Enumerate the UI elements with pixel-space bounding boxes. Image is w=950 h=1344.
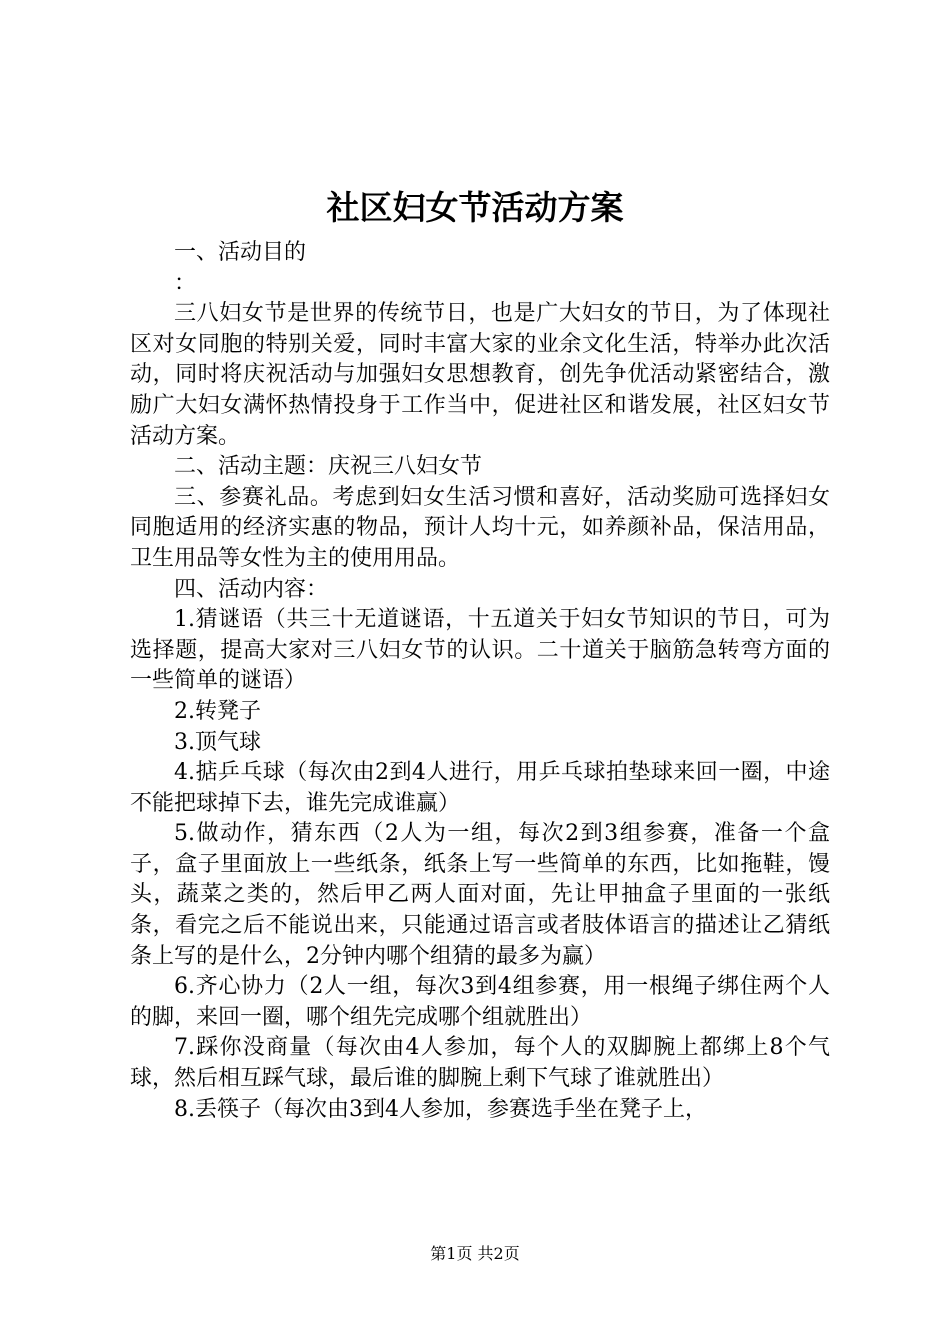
document-title: 社区妇女节活动方案	[326, 188, 624, 227]
list-item: 4.掂乒乓球（每次由2到4人进行，用乒乓球拍垫球来回一圈，中途不能把球掉下去，谁先完成谁赢）	[130, 760, 830, 816]
list-item: 7.踩你没商量（每次由4人参加，每个人的双脚腕上都绑上8个气球，然后相互踩气球，最后谁的脚腕上剩下气球了谁就胜出）	[130, 1035, 830, 1092]
section-heading-theme: 二、活动主题：庆祝三八妇女节	[174, 454, 483, 480]
list-item: 3.顶气球	[174, 729, 261, 755]
list-item: 2.转凳子	[174, 698, 261, 724]
list-item: 5.做动作，猜东西（2人为一组，每次2到3组参赛，准备一个盒子，盒子里面放上一些纸条，纸条上写一些简单的东西，比如拖鞋，馒头，蔬菜之类的，然后甲乙两人面对面，先让甲抽盒子里面的一张纸条，看完之后不能说出来，只能通过语言或者肢体语言的描述让乙猜纸条上写的是什么，2分钟内哪个组猜的最多为赢）	[130, 821, 830, 969]
list-item: 6.齐心协力（2人一组，每次3到4组参赛，用一根绳子绑住两个人的脚，来回一圈，哪个组先完成哪个组就胜出）	[130, 974, 830, 1030]
paragraph-purpose: 三八妇女节是世界的传统节日，也是广大妇女的节日，为了体现社区对女同胞的特别关爱，同时丰富大家的业余文化生活，特举办此次活动，同时将庆祝活动与加强妇女思想教育，创先争优活动紧密结合，激励广大妇女满怀热情投身于工作当中，促进社区和谐发展，社区妇女节活动方案。	[130, 301, 830, 449]
list-item: 8.丢筷子（每次由3到4人参加，参赛选手坐在凳子上，	[174, 1096, 707, 1122]
list-item: 1.猜谜语（共三十无道谜语，十五道关于妇女节知识的节日，可为选择题，提高大家对三八妇女节的认识。二十道关于脑筋急转弯方面的一些简单的谜语）	[130, 607, 830, 694]
section-heading-content: 四、活动内容：	[174, 576, 329, 602]
paragraph-prizes: 三、参赛礼品。考虑到妇女生活习惯和喜好，活动奖励可选择妇女同胞适用的经济实惠的物品，预计人均十元，如养颜补品，保洁用品，卫生用品等女性为主的使用用品。	[130, 484, 830, 571]
section-heading-purpose: 一、活动目的	[174, 240, 307, 265]
document-body	[130, 238, 830, 1125]
paragraph-colon: ：	[174, 270, 197, 296]
page-footer: 第1页 共2页	[430, 1244, 520, 1263]
